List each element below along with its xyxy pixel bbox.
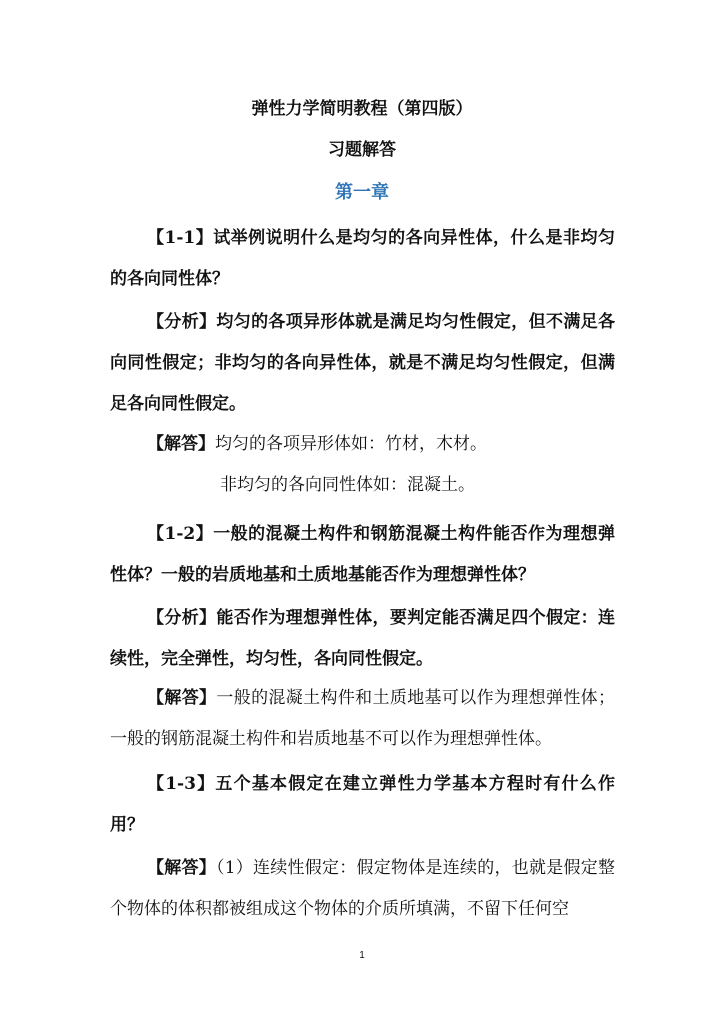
chapter-heading: 第一章	[335, 182, 389, 203]
analysis-1-2	[110, 598, 615, 680]
question-tag: 【1-2】	[147, 524, 214, 544]
answer-tag: 【解答】	[147, 858, 216, 878]
answer-1-2	[110, 678, 615, 760]
answer-tag: 【解答】	[147, 434, 215, 454]
question-text: 试举例说明什么是均匀的各向异性体，什么是非均匀的各向同性体？	[110, 228, 615, 289]
answer-tag: 【解答】	[147, 688, 217, 708]
document-title: 弹性力学简明教程（第四版）	[251, 99, 473, 119]
question-text: 五个基本假定在建立弹性力学基本方程时有什么作用？	[110, 774, 615, 835]
answer-1-1-line2: 非均匀的各向同性体如：混凝土。	[220, 475, 475, 495]
answer-text: 一般的混凝土构件和土质地基可以作为理想弹性体；一般的钢筋混凝土构件和岩质地基不可以作为理想弹性体。	[110, 688, 616, 749]
question-1-1	[110, 218, 615, 300]
answer-text: （1）连续性假定：假定物体是连续的，也就是假定整个物体的体积都被组成这个物体的介质所填满，不留下任何空	[110, 858, 615, 919]
question-tag: 【1-3】	[147, 774, 216, 794]
analysis-text: 均匀的各项异形体就是满足均匀性假定，但不满足各向同性假定；非均匀的各向异性体，就是不满足均匀性假定，但满足各向同性假定。	[110, 312, 616, 414]
question-1-2	[110, 514, 615, 596]
analysis-tag: 【分析】	[147, 608, 217, 628]
answer-text: 均匀的各项异形体如：竹材，木材。	[215, 434, 487, 454]
question-1-3	[110, 764, 615, 846]
document-subtitle: 习题解答	[328, 140, 396, 160]
question-tag: 【1-1】	[147, 228, 214, 248]
analysis-1-1	[110, 302, 615, 425]
question-text: 一般的混凝土构件和钢筋混凝土构件能否作为理想弹性体？一般的岩质地基和土质地基能否作为理想弹性体？	[110, 524, 615, 585]
analysis-text: 能否作为理想弹性体，要判定能否满足四个假定：连续性，完全弹性，均匀性，各向同性假定。	[110, 608, 616, 669]
analysis-tag: 【分析】	[147, 312, 217, 332]
page-number: 1	[359, 950, 365, 961]
answer-1-1	[110, 424, 615, 465]
answer-1-3	[110, 848, 615, 930]
